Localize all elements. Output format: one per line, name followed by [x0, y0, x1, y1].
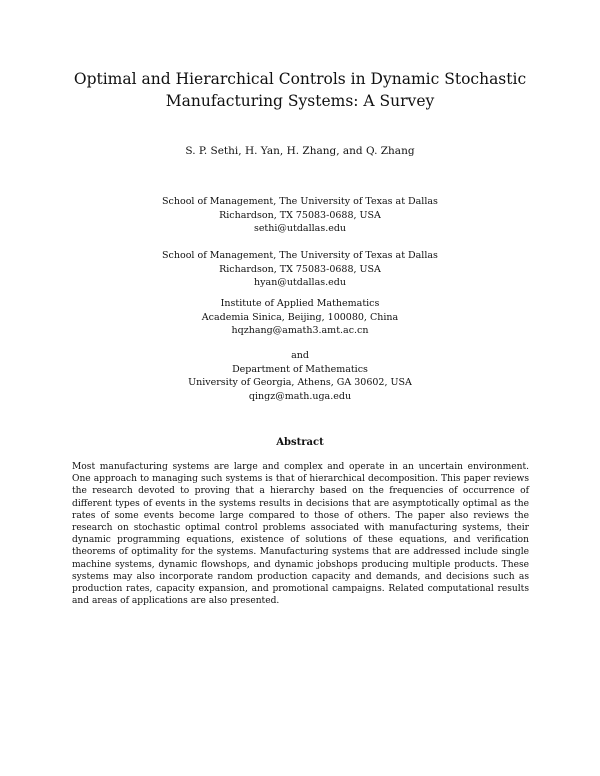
- affiliation-email: hqzhang@amath3.amt.ac.cn: [231, 325, 369, 336]
- title-line-1: Optimal and Hierarchical Controls in Dynamic Stochastic: [73, 70, 527, 88]
- affiliation-line: Department of Mathematics: [232, 363, 368, 375]
- affiliation-email: sethi@utdallas.edu: [253, 223, 347, 234]
- affiliation-conjunction: and: [291, 350, 309, 361]
- abstract-text: Most manufacturing systems are large and complex and operate in an uncertain environment. One approach to managing such systems is that of hierarchical decomposition. This paper reviews the research devoted to proving that a hierarchy based on the frequencies of occurrence of different types of events in the systems results in decisions that are asymptotically optimal as the rates of some events become large compared to those of others. The paper also reviews the research on stochastic optimal control problems associated with manufacturing systems, their dynamic programming equations, existence of solutions of these equations, and verification theorems of optimality for the systems. Manufacturing systems that are addressed include single machine systems, dynamic flowshops, and dynamic jobshops producing multiple products. These systems may also incorporate random production capacity and demands, and decisions such as production rates, capacity expansion, and promotional campaigns. Related computational results and areas of applications are also presented.: [72, 462, 529, 607]
- affiliation-email: qingz@math.uga.edu: [248, 390, 352, 402]
- abstract-heading: Abstract: [276, 437, 324, 448]
- affiliation-email: hyan@utdallas.edu: [254, 277, 346, 288]
- affiliation-line: Richardson, TX 75083-0688, USA: [219, 209, 381, 221]
- affiliation-georgia: [0, 349, 600, 403]
- affiliation-utd-sethi: [0, 195, 600, 236]
- affiliation-line: School of Management, The University of Texas at Dallas: [162, 250, 438, 261]
- paper-title: [0, 68, 600, 112]
- affiliation-line: School of Management, The University of Texas at Dallas: [162, 196, 438, 207]
- title-line-2: Manufacturing Systems: A Survey: [165, 92, 435, 110]
- affiliation-line: Richardson, TX 75083-0688, USA: [219, 263, 381, 275]
- affiliation-line: Academia Sinica, Beijing, 100080, China: [201, 311, 399, 323]
- affiliation-academia-sinica: [0, 297, 600, 338]
- affiliation-line: University of Georgia, Athens, GA 30602, USA: [188, 377, 412, 388]
- affiliation-line: Institute of Applied Mathematics: [220, 298, 380, 309]
- affiliation-utd-yan: [0, 249, 600, 290]
- author-list: S. P. Sethi, H. Yan, H. Zhang, and Q. Zhang: [185, 145, 415, 157]
